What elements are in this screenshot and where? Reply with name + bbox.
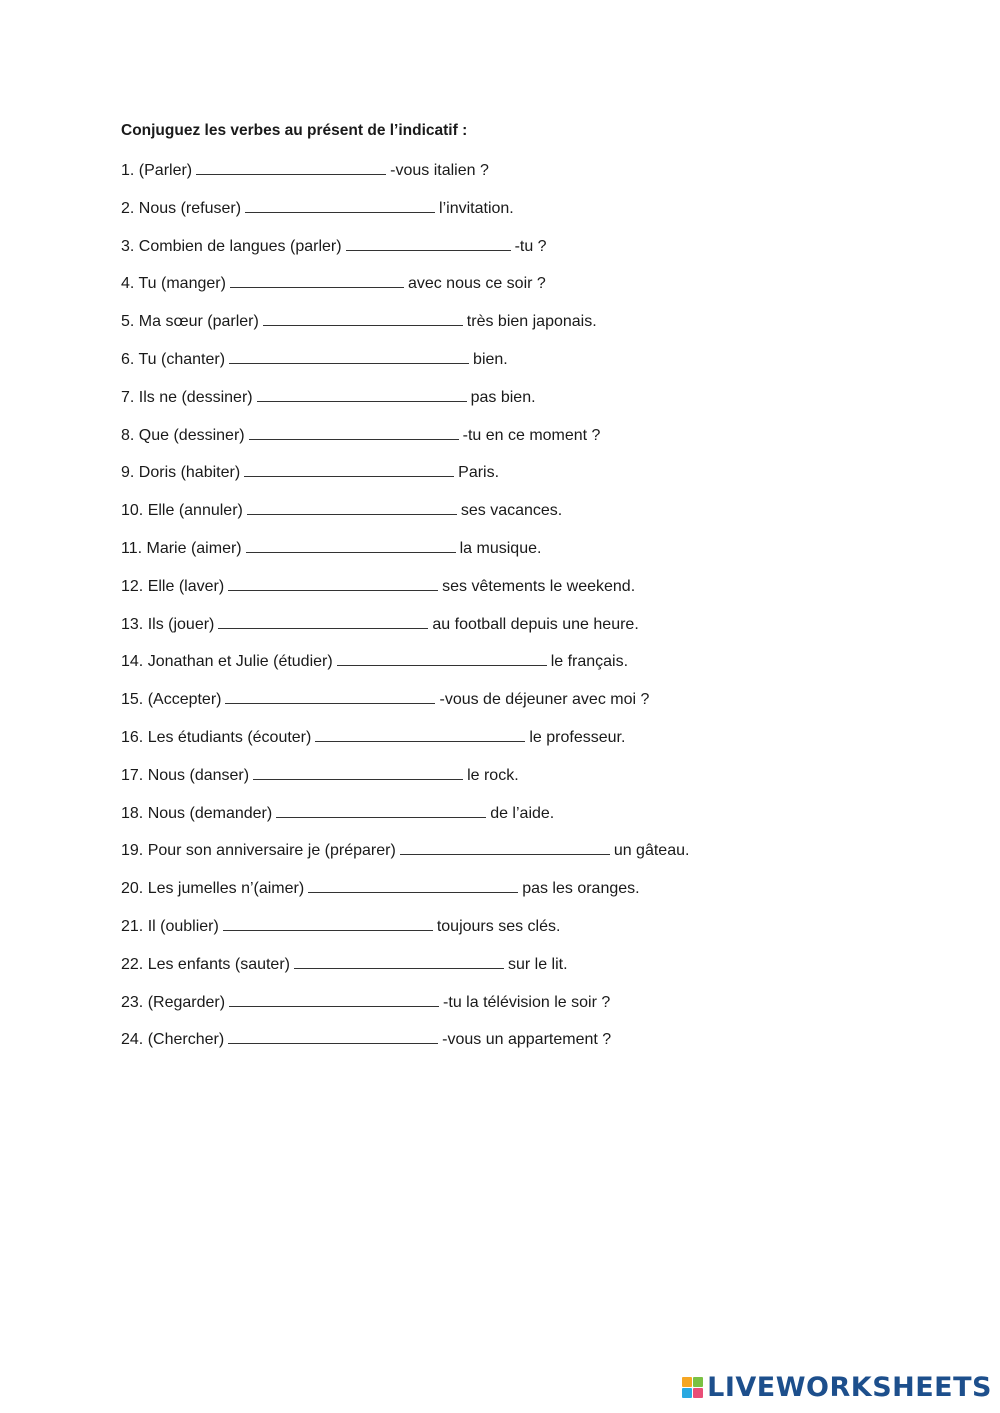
answer-blank[interactable]	[337, 651, 547, 666]
exercise-item	[121, 425, 689, 463]
exercise-continuation: -vous italien ?	[390, 162, 489, 179]
exercise-continuation: ses vacances.	[460, 502, 563, 520]
exercise-prompt: 1. (Parler)	[121, 162, 193, 179]
answer-blank[interactable]	[249, 425, 459, 440]
exercise-continuation: très bien japonais.	[466, 313, 597, 331]
exercise-prompt: 19. Pour son anniversaire je (préparer)	[121, 842, 396, 860]
exercise-item	[121, 576, 689, 614]
logo-block	[682, 1388, 692, 1398]
exercise-prompt: 21. Il (oublier)	[121, 917, 219, 935]
exercise-continuation: Paris.	[458, 464, 500, 482]
answer-blank[interactable]	[244, 462, 454, 477]
exercise-prompt: 23. (Regarder)	[121, 993, 226, 1011]
exercise-continuation: -vous un appartement ?	[442, 1031, 612, 1049]
exercise-continuation: -vous de déjeuner avec moi ?	[439, 691, 650, 709]
answer-blank[interactable]	[196, 160, 386, 175]
exercise-continuation: l’invitation.	[439, 199, 514, 217]
exercise-item	[121, 236, 689, 274]
exercise-continuation: ses vêtements le weekend.	[442, 577, 636, 595]
exercise-continuation: le professeur.	[529, 728, 626, 746]
exercise-prompt: 18. Nous (demander)	[121, 804, 273, 822]
exercise-prompt: 17. Nous (danser)	[121, 766, 250, 784]
exercise-item	[121, 387, 689, 425]
exercise-prompt: 15. (Accepter)	[121, 691, 222, 709]
exercise-prompt: 3. Combien de langues (parler)	[121, 237, 342, 255]
exercise-item	[121, 992, 689, 1030]
exercise-prompt: 8. Que (dessiner)	[121, 426, 245, 444]
exercise-item	[121, 311, 689, 349]
answer-blank[interactable]	[228, 1029, 438, 1044]
answer-blank[interactable]	[225, 689, 435, 704]
exercise-item	[121, 538, 689, 576]
exercise-continuation: sur le lit.	[507, 955, 568, 973]
exercise-prompt: 22. Les enfants (sauter)	[121, 955, 290, 973]
answer-blank[interactable]	[229, 349, 469, 364]
exercise-continuation: -tu ?	[514, 237, 547, 255]
answer-blank[interactable]	[346, 236, 511, 251]
exercise-prompt: 24. (Chercher)	[121, 1031, 225, 1049]
exercise-item	[121, 614, 689, 652]
exercise-item	[121, 198, 689, 236]
exercise-continuation: la musique.	[459, 539, 542, 557]
exercise-item	[121, 765, 689, 803]
answer-blank[interactable]	[263, 311, 463, 326]
answer-blank[interactable]	[253, 765, 463, 780]
exercise-continuation: un gâteau.	[613, 842, 690, 860]
exercise-continuation: toujours ses clés.	[436, 917, 561, 935]
answer-blank[interactable]	[247, 500, 457, 515]
exercise-prompt: 5. Ma sœur (parler)	[121, 313, 259, 331]
answer-blank[interactable]	[230, 273, 404, 288]
answer-blank[interactable]	[294, 954, 504, 969]
exercise-item	[121, 803, 689, 841]
exercise-prompt: 14. Jonathan et Julie (étudier)	[121, 653, 333, 671]
exercise-continuation: avec nous ce soir ?	[407, 275, 546, 293]
liveworksheets-logo-icon	[682, 1377, 703, 1398]
answer-blank[interactable]	[228, 576, 438, 591]
exercise-continuation: le rock.	[467, 766, 519, 784]
logo-block	[682, 1377, 692, 1387]
exercise-prompt: 16. Les étudiants (écouter)	[121, 728, 312, 746]
exercise-list	[121, 160, 689, 1067]
exercise-continuation: bien.	[473, 350, 508, 368]
exercise-continuation: au football depuis une heure.	[432, 615, 639, 633]
exercise-item	[121, 1029, 689, 1067]
exercise-item	[121, 500, 689, 538]
liveworksheets-logo[interactable]	[682, 1372, 992, 1403]
exercise-item	[121, 878, 689, 916]
answer-blank[interactable]	[315, 727, 525, 742]
exercise-prompt: 7. Ils ne (dessiner)	[121, 388, 253, 406]
exercise-continuation: de l’aide.	[490, 804, 555, 822]
exercise-prompt: 4. Tu (manger)	[121, 275, 226, 293]
logo-block	[693, 1388, 703, 1398]
exercise-item	[121, 727, 689, 765]
answer-blank[interactable]	[218, 614, 428, 629]
exercise-prompt: 6. Tu (chanter)	[121, 350, 226, 368]
answer-blank[interactable]	[246, 538, 456, 553]
exercise-continuation: -tu en ce moment ?	[462, 426, 601, 444]
logo-block	[693, 1377, 703, 1387]
exercise-continuation: -tu la télévision le soir ?	[443, 993, 611, 1011]
answer-blank[interactable]	[257, 387, 467, 402]
answer-blank[interactable]	[229, 992, 439, 1007]
exercise-item	[121, 160, 689, 198]
worksheet-title: Conjuguez les verbes au présent de l’indicatif :	[121, 122, 468, 139]
answer-blank[interactable]	[400, 840, 610, 855]
exercise-item	[121, 840, 689, 878]
logo-text: LIVEWORKSHEETS	[707, 1372, 992, 1403]
exercise-prompt: 2. Nous (refuser)	[121, 199, 242, 217]
exercise-item	[121, 689, 689, 727]
exercise-item	[121, 954, 689, 992]
exercise-item	[121, 273, 689, 311]
exercise-continuation: pas bien.	[470, 388, 536, 406]
exercise-continuation: le français.	[550, 653, 629, 671]
exercise-item	[121, 349, 689, 387]
answer-blank[interactable]	[276, 803, 486, 818]
exercise-item	[121, 916, 689, 954]
answer-blank[interactable]	[308, 878, 518, 893]
exercise-prompt: 12. Elle (laver)	[121, 577, 225, 595]
exercise-prompt: 9. Doris (habiter)	[121, 464, 241, 482]
exercise-prompt: 11. Marie (aimer)	[121, 539, 242, 557]
answer-blank[interactable]	[245, 198, 435, 213]
exercise-item	[121, 651, 689, 689]
exercise-prompt: 10. Elle (annuler)	[121, 502, 243, 520]
exercise-item	[121, 462, 689, 500]
exercise-continuation: pas les oranges.	[522, 880, 640, 898]
exercise-prompt: 20. Les jumelles n’(aimer)	[121, 880, 305, 898]
answer-blank[interactable]	[223, 916, 433, 931]
exercise-prompt: 13. Ils (jouer)	[121, 615, 215, 633]
